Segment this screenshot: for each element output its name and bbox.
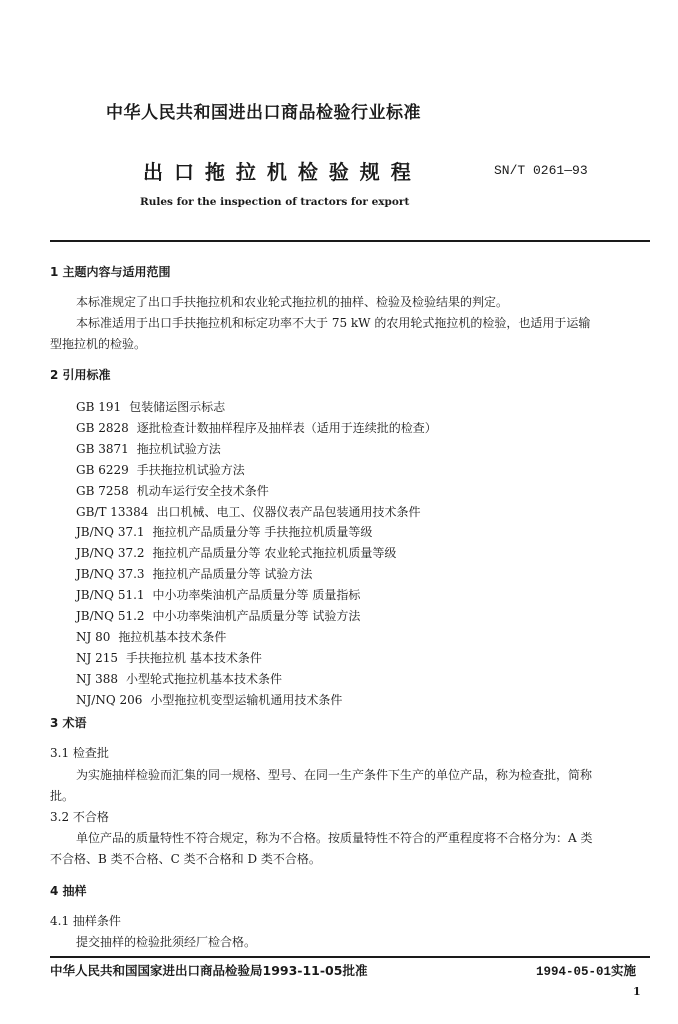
reference-code: JB/NQ 51.1 xyxy=(76,588,145,603)
reference-title: 中小功率柴油机产品质量分等 试验方法 xyxy=(152,609,361,623)
reference-title: 包装储运图示标志 xyxy=(129,400,226,414)
section-1-heading: 1 主题内容与适用范围 xyxy=(50,265,171,279)
reference-code: JB/NQ 51.2 xyxy=(76,609,145,623)
section-1-para-1: 本标准规定了出口手扶拖拉机和农业轮式拖拉机的抽样、检验及检验结果的判定。 xyxy=(76,295,509,309)
reference-title: 小型轮式拖拉机基本技术条件 xyxy=(126,671,283,686)
section-1-para-2-line-1: 本标准适用于出口手扶拖拉机和标定功率不大于 75 kW 的农用轮式拖拉机的检验，也适用于运输 xyxy=(76,316,591,330)
section-3-2-heading: 3.2 不合格 xyxy=(50,810,109,824)
reference-item xyxy=(76,523,372,540)
reference-code: JB/NQ 37.3 xyxy=(76,567,145,582)
reference-code: GB 6229 xyxy=(76,462,129,477)
reference-code: GB/T 13384 xyxy=(76,504,149,519)
reference-item xyxy=(76,691,342,708)
org-title: 中华人民共和国进出口商品检验行业标准 xyxy=(106,103,421,123)
reference-item xyxy=(76,503,420,520)
reference-title: 逐批检查计数抽样程序及抽样表（适用于连续批的检查） xyxy=(136,420,437,435)
effective-date: 1994-05-01实施 xyxy=(536,965,637,979)
reference-title: 拖拉机产品质量分等 手扶拖拉机质量等级 xyxy=(152,525,373,540)
footer-rule xyxy=(50,956,650,958)
reference-code: GB 2828 xyxy=(76,420,129,435)
reference-title: 拖拉机基本技术条件 xyxy=(118,629,227,644)
reference-title: 小型拖拉机变型运输机通用技术条件 xyxy=(150,692,343,707)
reference-title: 拖拉机产品质量分等 试验方法 xyxy=(152,567,313,582)
reference-item xyxy=(76,586,360,603)
approval-statement: 中华人民共和国国家进出口商品检验局1993-11-05批准 xyxy=(50,963,368,978)
reference-code: NJ/NQ 206 xyxy=(76,692,143,707)
reference-item xyxy=(76,544,396,561)
section-3-heading: 3 术语 xyxy=(50,716,87,730)
reference-code: GB 3871 xyxy=(76,441,129,456)
reference-code: NJ 388 xyxy=(76,671,119,686)
reference-title: 手扶拖拉机试验方法 xyxy=(136,462,245,477)
english-title: Rules for the inspection of tractors for export xyxy=(140,196,410,208)
reference-item xyxy=(76,670,282,687)
reference-title: 出口机械、电工、仪器仪表产品包装通用技术条件 xyxy=(156,504,421,519)
section-3-1-line-2: 批。 xyxy=(50,789,75,803)
reference-item xyxy=(76,628,226,645)
reference-item xyxy=(76,419,437,436)
document-code: SN/T 0261—93 xyxy=(494,163,588,178)
reference-code: NJ 215 xyxy=(76,650,119,665)
reference-code: NJ 80 xyxy=(76,629,111,644)
reference-title: 拖拉机产品质量分等 农业轮式拖拉机质量等级 xyxy=(152,546,397,561)
reference-code: GB 7258 xyxy=(76,483,129,498)
section-3-1-heading: 3.1 检查批 xyxy=(50,746,109,760)
reference-item xyxy=(76,565,312,582)
section-3-2-line-1: 单位产品的质量特性不符合规定，称为不合格。按质量特性不符合的严重程度将不合格分为：A 类 xyxy=(76,831,593,845)
section-1-para-2-line-2: 型拖拉机的检验。 xyxy=(50,337,147,351)
section-3-2-line-2: 不合格、B 类不合格、C 类不合格和 D 类不合格。 xyxy=(50,852,321,866)
reference-code: JB/NQ 37.2 xyxy=(76,546,145,561)
reference-item xyxy=(76,649,262,666)
reference-item xyxy=(76,607,360,624)
reference-code: GB 191 xyxy=(76,400,122,414)
reference-item xyxy=(76,440,221,457)
reference-code: JB/NQ 37.1 xyxy=(76,525,145,540)
section-4-1-line-1: 提交抽样的检验批须经厂检合格。 xyxy=(76,935,257,949)
document-title: 出 口 拖 拉 机 检 验 规 程 xyxy=(143,160,413,184)
reference-item xyxy=(76,482,269,499)
page-number: 1 xyxy=(633,985,641,998)
section-4-heading: 4 抽样 xyxy=(50,884,87,898)
reference-item xyxy=(76,398,225,415)
reference-title: 中小功率柴油机产品质量分等 质量指标 xyxy=(152,588,361,603)
header-rule xyxy=(50,240,650,242)
reference-title: 拖拉机试验方法 xyxy=(136,441,221,456)
section-3-1-line-1: 为实施抽样检验而汇集的同一规格、型号、在同一生产条件下生产的单位产品，称为检查批，简称 xyxy=(76,768,593,782)
reference-title: 机动车运行安全技术条件 xyxy=(136,483,269,498)
reference-item xyxy=(76,461,245,478)
section-2-heading: 2 引用标准 xyxy=(50,368,111,382)
reference-title: 手扶拖拉机 基本技术条件 xyxy=(126,650,262,665)
section-4-1-heading: 4.1 抽样条件 xyxy=(50,914,121,928)
